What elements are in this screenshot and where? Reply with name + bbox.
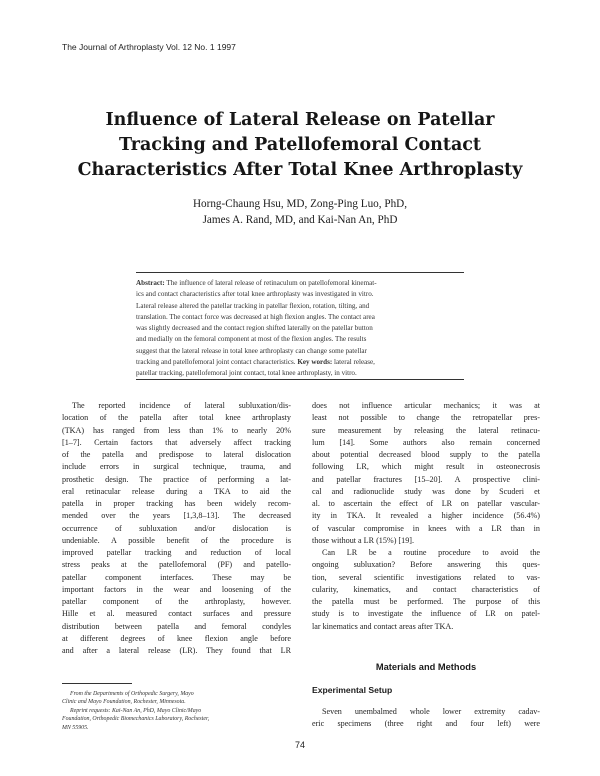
- author-line: Horng-Chaung Hsu, MD, Zong-Ping Luo, PhD,: [192, 198, 408, 210]
- footnote-rule: [62, 683, 132, 684]
- body-line: ity in TKA. It revealed a higher incidence (56.4%): [312, 511, 540, 521]
- abstract-line: [136, 278, 464, 289]
- abstract-line: suggest that the lateral release in total knee arthroplasty can change some patellar: [136, 346, 367, 355]
- body-line: location of the patella after total knee arthroplasty: [62, 413, 291, 423]
- page-number: 74: [294, 740, 305, 750]
- body-line: following LR, which might result in osteonecrosis: [312, 462, 540, 472]
- body-line: and patellar fractures [15–20]. A prospective clini-: [312, 474, 540, 484]
- body-line: tion, several scientific investigations related to vas-: [312, 572, 540, 582]
- body-line: of the patella and predispose to lateral dislocation: [62, 450, 291, 459]
- body-line: prosthetic design. The practice of performing a lat-: [62, 474, 291, 484]
- author-list: [80, 196, 520, 228]
- footnote-line: Clinic and Mayo Foundation, Rochester, Minnesota.: [62, 699, 186, 706]
- abstract-block: [136, 278, 464, 380]
- body-line: eric specimens (three right and four left) were: [312, 719, 540, 729]
- body-line: The reported incidence of lateral subluxation/dis-: [72, 401, 291, 410]
- abstract-line: Lateral release altered the patellar tracking in patellar flexion, rotation, tilting, and: [136, 301, 370, 310]
- body-line: undeniable. A possible benefit of the procedure is: [62, 535, 291, 545]
- keywords-label: Key words:: [297, 358, 333, 367]
- body-line: lum [14]. Some authors also remain concerned: [312, 437, 540, 447]
- body-line: cularity, kinematics, and contact characteristics of: [312, 584, 540, 594]
- body-line: Seven unembalmed whole lower extremity cadav-: [322, 707, 540, 716]
- body-line: patella in proper tracking has been widely recom-: [62, 499, 291, 508]
- author-line: James A. Rand, MD, and Kai-Nan An, PhD: [202, 214, 398, 226]
- body-line: eral retinacular release during a TKA to aid the: [62, 486, 291, 496]
- body-line: those without a LR (15%) [19].: [312, 535, 414, 545]
- body-line: [1–7]. Certain factors that adversely affect tracking: [62, 437, 291, 447]
- footnote-line: Foundation, Orthopedic Biomechanics Laboratory, Rochester,: [62, 716, 210, 723]
- journal-header: The Journal of Arthroplasty Vol. 12 No. 1 1997: [62, 42, 236, 52]
- title-line: Tracking and Patellofemoral Contact: [118, 135, 482, 155]
- body-line: Can LR be a routine procedure to avoid the: [322, 548, 540, 557]
- body-line: least not possible to change the retropatellar pres-: [312, 413, 540, 423]
- abstract-line: [136, 357, 464, 368]
- body-line: occurrence of subluxation and/or dislocation is: [62, 523, 291, 533]
- right-column-continuation: [312, 706, 540, 731]
- footnote-line: Reprint requests: Kai-Nan An, PhD, Mayo Clinic/Mayo: [70, 707, 202, 714]
- body-line: at different degrees of knee flexion angle before: [62, 633, 291, 643]
- body-line: mended over the years [1,3,8–13]. The decreased: [62, 511, 291, 521]
- body-line: about potential decreased blood supply to the patella: [312, 450, 540, 459]
- abstract-label: Abstract:: [136, 279, 165, 287]
- title-line: Influence of Lateral Release on Patellar: [105, 110, 495, 130]
- article-title: [40, 108, 560, 183]
- body-line: distribution between patella and femoral condyles: [62, 621, 291, 631]
- right-column: [312, 400, 540, 633]
- abstract-bottom-rule: [136, 379, 464, 380]
- abstract-line: translation. The contact force was decreased at high flexion angles. The contact area: [136, 312, 375, 321]
- abstract-top-rule: [136, 272, 464, 273]
- body-line: include errors in surgical technique, trauma, and: [62, 462, 291, 472]
- body-line: the patella must be performed. The purpose of this: [312, 597, 540, 606]
- body-line: does not influence articular mechanics; it was at: [312, 401, 540, 410]
- keywords-line: patellar tracking, patellofemoral joint contact, total knee arthroplasty, in vitro.: [136, 369, 357, 378]
- abstract-text: tracking and patellofemoral joint contact characteristics.: [136, 358, 296, 367]
- footnote-line: From the Departments of Orthopedic Surgery, Mayo: [70, 691, 194, 697]
- abstract-line: ics and contact characteristics after total knee arthroplasty was investigated in vitro.: [136, 290, 374, 299]
- abstract-text: The influence of lateral release of retinaculum on patellofemoral kinemat-: [166, 279, 377, 287]
- abstract-line: and medially on the femoral component at most of the flexion angles. The results: [136, 335, 367, 344]
- body-line: improved patellar tracking and reduction of local: [62, 548, 291, 557]
- subsection-heading: Experimental Setup: [312, 685, 393, 695]
- body-line: al. to ascertain the effect of LR on patellar vascular-: [312, 499, 540, 508]
- body-line: sure measurement by releasing the lateral retinacu-: [312, 425, 540, 435]
- title-line: Characteristics After Total Knee Arthroplasty: [77, 160, 523, 180]
- footnotes: [62, 690, 291, 732]
- body-line: cal and radionuclide study was done by Scuderi et: [312, 486, 540, 496]
- body-line: and after a lateral release (LR). They found that LR: [62, 646, 291, 655]
- body-line: stress peaks at the patellofemoral (PF) and patello-: [62, 560, 291, 570]
- abstract-line: was slightly decreased and the contact region shifted laterally on the patellar button: [136, 324, 373, 333]
- left-column: [62, 400, 291, 657]
- body-line: patellar component of the arthroplasty, however.: [62, 597, 291, 606]
- footnote-line: MN 55905.: [62, 724, 89, 731]
- section-heading: Materials and Methods: [375, 662, 477, 672]
- body-line: of vascular compromise in knees with a LR than in: [312, 523, 540, 533]
- body-line: ongoing subluxation? Before answering this ques-: [312, 560, 540, 570]
- body-line: important factors in the wear and loosening of the: [62, 584, 291, 594]
- body-line: patellar component interfaces. These may be: [62, 572, 291, 582]
- body-line: study is to investigate the influence of LR on patel-: [312, 609, 540, 619]
- body-line: Hille et al. measured contact surfaces and pressure: [62, 609, 291, 619]
- keywords-text: lateral release,: [333, 358, 375, 367]
- body-line: (TKA) has ranged from less than 1% to nearly 20%: [62, 425, 291, 435]
- body-line: lar kinematics and contact areas after TKA.: [312, 621, 454, 631]
